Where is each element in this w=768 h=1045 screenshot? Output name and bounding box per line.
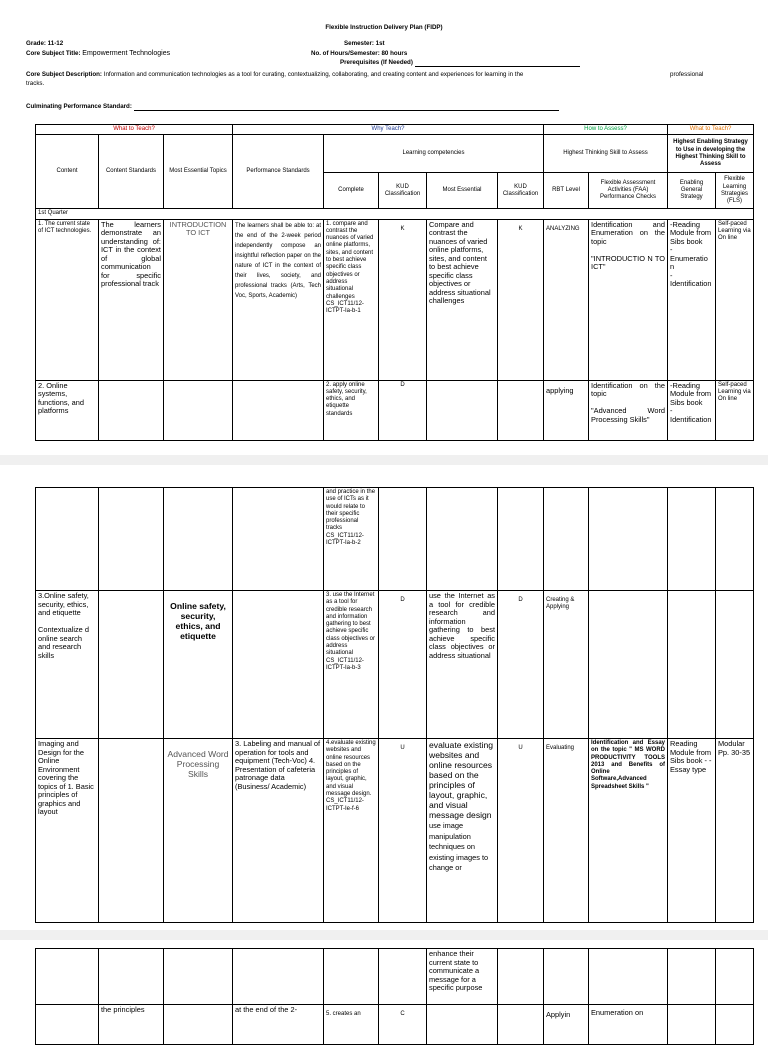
faa-cell: Enumeration on [589,1005,668,1045]
table-row [36,219,754,380]
performance-standard-cell: 3. Labeling and manual of operation for tools and equipment (Tech-Voc) 4. Presentation of cafeteria patronage data (Business/ Academic) [233,739,324,923]
description: Core Subject Description: Information and communication technologies as a tool for curating, contextualizing, collaborating, and creating content and experiences for learning in the [26,71,524,78]
kud-cell: D [379,380,427,440]
kud-cell: U [379,739,427,923]
flexible-learning-header: Flexible Learning Strategies (FLS) [716,173,754,209]
performance-standards-header: Performance Standards [233,135,324,209]
rbt-cell: Creating & Applying [544,591,589,739]
complete-cell: 3. use the Internet as a tool for credible research and information gathering to best achieve specific class objectives or address situational CS_ICT11/12-ICTPT-Ia-b-3 [324,591,379,739]
page-3 [0,940,768,1024]
kud-cell: C [379,1005,427,1045]
kud-cell: K [379,219,427,380]
rbt-cell: Evaluating [544,739,589,923]
egs-cell: -Reading Module from Sibs book - Identification [668,380,716,440]
content-cell: 2. Online systems, functions, and platforms [36,380,99,440]
complete-cell: 2. apply online safety, security, ethics, and etiquette standards [324,380,379,440]
enabling-general-header: Enabling General Strategy [668,173,716,209]
kud-header-2: KUD Classification [498,173,544,209]
essential-cell: enhance their current state to communicate a message for a specific purpose [427,949,498,1005]
kud-cell: D [379,591,427,739]
egs-cell: -Reading Module from Sibs book - Enumeratio n - Identification [668,219,716,380]
essential-cell: evaluate existing websites and online resources based on the principles of layout, graphic, and visual message design use image manipulation techniques on existing images to change or [427,739,498,923]
content-cell: 3.Online safety, security, ethics, and etiquette Contextualize d online search and research skills [36,591,99,739]
rbt-level-header: RBT Level [544,173,589,209]
most-essential-header: Most Essential [427,173,498,209]
page-2 [0,465,768,930]
table-row [36,739,754,923]
faa-header: Flexible Assessment Activities (FAA) Performance Checks [589,173,668,209]
page-gap-1 [0,455,768,465]
fidp-table-2 [35,487,754,923]
kud-header: KUD Classification [379,173,427,209]
content-standard-cell: The learners demonstrate an understanding of: ICT in the context of global communication for specific professional track [99,219,164,380]
topic-cell: Online safety, security, ethics, and etiquette [164,591,233,739]
highest-thinking-header: Highest Thinking Skill to Assess [544,135,668,173]
most-essential-topics-header: Most Essential Topics [164,135,233,209]
topic-cell: Advanced Word Processing Skills [164,739,233,923]
complete-cell: 1. compare and contrast the nuances of varied online platforms, sites, and content to best achieve specific class objectives or address situational challenges CS_ICT11/12-ICTPT-Ia-b-1 [324,219,379,380]
document-title: Flexible Instruction Delivery Plan (FIDP) [325,24,443,31]
fidp-table-3 [35,948,754,1045]
culminating-standard: Culminating Performance Standard: [26,103,559,111]
what-to-teach-header-2: What to Teach? [668,125,754,135]
table-row [36,1005,754,1045]
egs-cell: Reading Module from Sibs book - -Essay type [668,739,716,923]
content-standard-cell: the principles [99,1005,164,1045]
content-cell: 1. The current state of ICT technologies. [36,219,99,380]
why-teach-header: Why Teach? [233,125,544,135]
table-row [36,591,754,739]
page-1 [0,0,768,455]
kud2-cell: U [498,739,544,923]
rbt-cell: ANALYZING [544,219,589,380]
learning-competencies-header: Learning competencies [324,135,544,173]
complete-header: Complete [324,173,379,209]
what-to-teach-header: What to Teach? [36,125,233,135]
hours-label: No. of Hours/Semester: 80 hours [311,50,408,57]
quarter-label: 1st Quarter [36,209,754,219]
fls-cell: Self-paced Learning via On line [716,380,754,440]
faa-cell: Identification and Essay on the topic " MS WORD PRODUCTIVITY TOOLS 2013 and Benefits of Online Software,Advanced Spreadsheet Skills " [589,739,668,923]
fls-cell: Modular Pp. 30-35 [716,739,754,923]
description-tail: professional [670,71,704,78]
page-gap-2 [0,930,768,940]
table-row [36,488,754,591]
grade-label: Grade: 11-12 [26,40,64,47]
semester-label: Semester: 1st [344,40,385,47]
essential-cell: Compare and contrast the nuances of varied online platforms, sites, and content to best achieve specific class objectives or address situational challenges [427,219,498,380]
how-to-assess-header: How to Assess? [544,125,668,135]
complete-cell: and practice in the use of ICTs as it would relate to their specific professional tracks CS_ICT11/12-ICTPT-Ia-b-2 [324,488,379,591]
fls-cell: Self-paced Learning via On line [716,219,754,380]
rbt-cell: applying [544,380,589,440]
faa-cell: Identification on the topic "Advanced Word Processing Skills" [589,380,668,440]
prereq-label: Prerequisites (If Needed) [340,59,580,67]
content-cell: Imaging and Design for the Online Environment covering the topics of 1. Basic principles of graphics and layout [36,739,99,923]
performance-standard-cell: The learners shall be able to: at the end of the 2-week period independently compose an insightful reflection paper on the nature of ICT in the context of their lives, society, and professional tracks (Arts, Tech Voc, Sports, Academic) [233,219,324,380]
content-header: Content [36,135,99,209]
subject-title: Core Subject Title: Empowerment Technologies [26,50,171,57]
highest-enabling-header: Highest Enabling Strategy to Use in developing the Highest Thinking Skill to Assess [668,135,754,173]
content-standards-header: Content Standards [99,135,164,209]
table-row [36,380,754,440]
rbt-cell: Applyin [544,1005,589,1045]
kud2-cell: D [498,591,544,739]
performance-standard-cell: at the end of the 2- [233,1005,324,1045]
table-row [36,949,754,1005]
faa-cell: Identification and Enumeration on the topic "INTRODUCTIO N TO ICT" [589,219,668,380]
complete-cell: 5. creates an [324,1005,379,1045]
fidp-table-1 [35,124,754,441]
essential-cell: use the Internet as a tool for credible research and information gathering to best achieve specific class objectives or address situational [427,591,498,739]
kud2-cell: K [498,219,544,380]
description-line2: tracks. [26,80,45,87]
topic-cell: INTRODUCTION TO ICT [164,219,233,380]
complete-cell: 4.evaluate existing websites and online resources based on the principles of layout, graphic, and visual message design. CS_ICT11/12-ICTPT-Ie-f-6 [324,739,379,923]
